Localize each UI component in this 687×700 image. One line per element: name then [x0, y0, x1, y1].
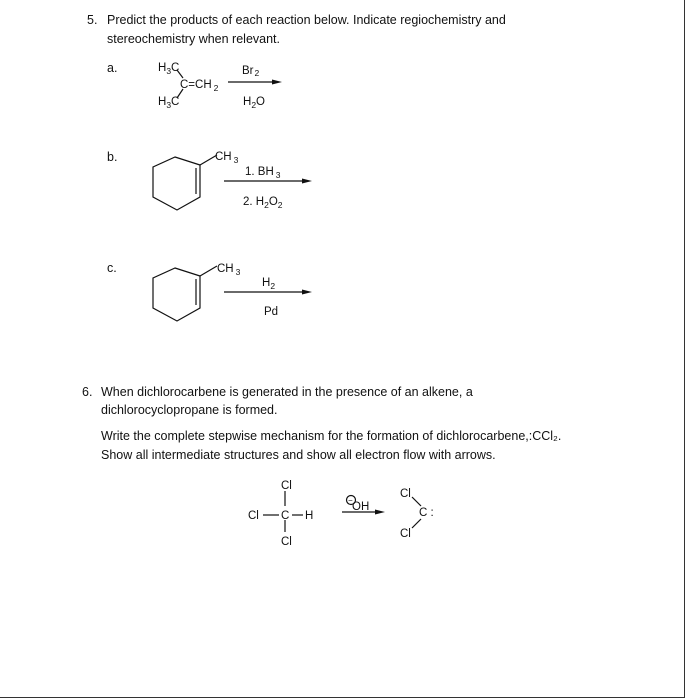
question-5-text-line2: stereochemistry when relevant.: [107, 32, 280, 46]
catalyst-pd: Pd: [264, 306, 279, 318]
arrowhead: [272, 80, 282, 85]
question-5-text-line1: Predict the products of each reaction below. Indicate regiochemistry and: [107, 13, 506, 27]
question-5-number: 5.: [87, 13, 98, 27]
methyl-group: $H_3C$: [158, 96, 180, 110]
hydroxide-label: OH: [352, 501, 370, 513]
methyl-label: CH $_3$: [215, 151, 239, 165]
chlorine-atom: Cl: [281, 536, 292, 548]
reagent-h2: $H_2$: [262, 277, 276, 291]
reagent-step1: 1. BH $_3$: [245, 166, 281, 180]
question-6-text-line1: When dichlorocarbene is generated in the presence of an alkene, a: [101, 385, 473, 399]
question-6-text-line2: dichlorocyclopropane is formed.: [101, 403, 278, 417]
question-6-number: 6.: [82, 385, 93, 399]
question-6-text-line3: Write the complete stepwise mechanism for the formation of dichlorocarbene,:CCl₂.: [101, 429, 562, 443]
carbene-carbon: C :: [419, 507, 434, 519]
arrowhead: [302, 179, 312, 184]
methyl-bond-c: [200, 266, 217, 276]
arrowhead: [302, 290, 312, 295]
cyclohexene-ring-b: [153, 157, 200, 210]
cyclohexene-ring-c: [153, 268, 200, 321]
hydrogen-atom: H: [305, 510, 314, 522]
arrowhead: [375, 510, 385, 515]
question-6-text-line4: Show all intermediate structures and show all electron flow with arrows.: [101, 448, 496, 462]
chlorine-atom: Cl: [248, 510, 259, 522]
bond: [412, 519, 421, 528]
part-b-label: b.: [107, 150, 118, 164]
chlorine-atom: Cl: [281, 480, 292, 492]
carbon-atom: C: [281, 510, 290, 522]
part-a-label: a.: [107, 61, 118, 75]
chlorine-atom: Cl: [400, 528, 411, 540]
minus-sign: −: [348, 496, 353, 505]
bond: [412, 497, 421, 506]
reagent-step2: 2. $H_2O_2$: [243, 196, 283, 210]
reagent-h2o: $H_2O$: [243, 96, 265, 110]
methyl-group: $H_3C$: [158, 62, 180, 76]
chlorine-atom: Cl: [400, 488, 411, 500]
methyl-label: CH $_3$: [217, 263, 241, 277]
alkene-carbon: C=CH $_2$: [180, 79, 219, 93]
reagent-br2: Br2: [242, 65, 260, 78]
part-c-label: c.: [107, 261, 117, 275]
